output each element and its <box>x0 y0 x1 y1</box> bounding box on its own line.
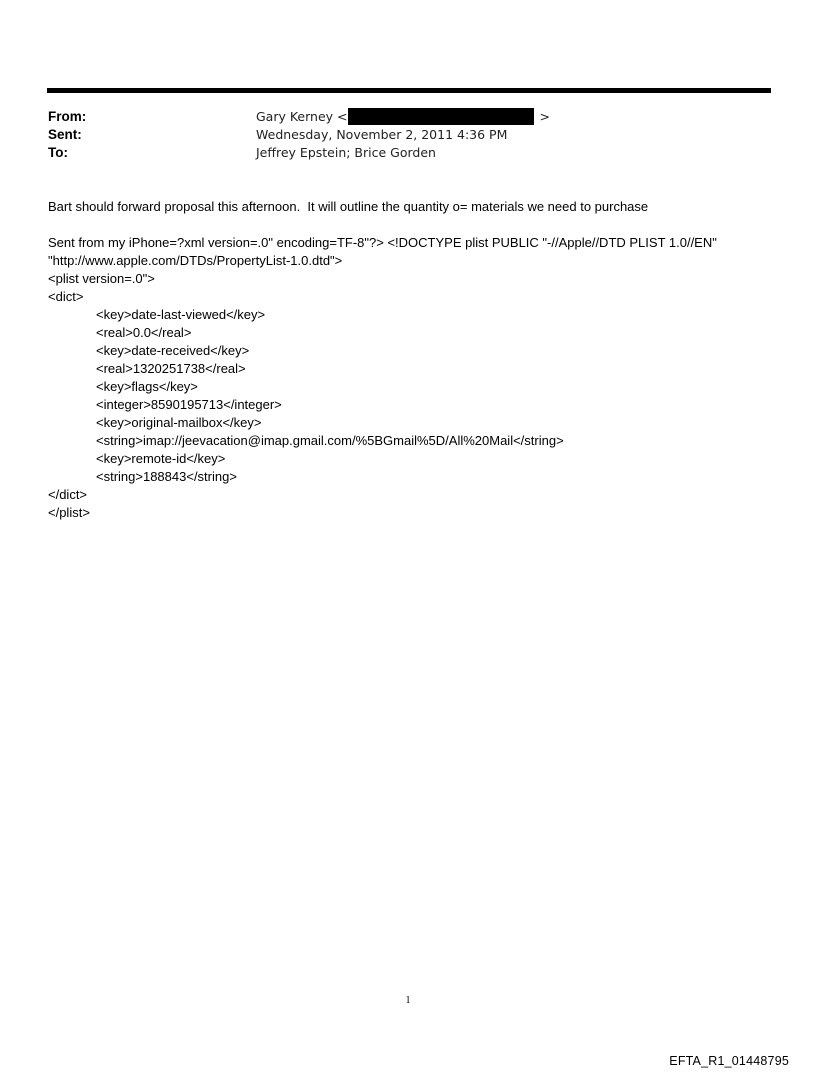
plist-line-1: Sent from my iPhone=?xml version=.0" encoding=TF-8"?> <!DOCTYPE plist PUBLIC "-//Apple//DTD PLIST 1.0//EN" <box>48 235 717 250</box>
plist-line-2: "http://www.apple.com/DTDs/PropertyList-1.0.dtd"> <box>48 253 343 268</box>
dict-entry: <integer>8590195713</integer> <box>96 397 282 412</box>
page-number: 1 <box>405 995 411 1006</box>
dict-open: <dict> <box>48 289 84 304</box>
bates-number: EFTA_R1_01448795 <box>669 1054 789 1068</box>
sent-value: Wednesday, November 2, 2011 4:36 PM <box>256 127 508 142</box>
message-paragraph: Bart should forward proposal this afternoon. It will outline the quantity o= materials we need to purchase <box>48 199 649 214</box>
dict-entry: <key>date-received</key> <box>96 343 250 358</box>
dict-close: </dict> <box>48 487 88 502</box>
from-value <box>256 108 550 126</box>
plist-open: <plist version=.0"> <box>48 271 155 286</box>
dict-entry: <key>flags</key> <box>96 379 198 394</box>
sender-close-bracket: > <box>539 109 550 124</box>
header-divider <box>47 88 771 93</box>
redacted-email-address <box>348 108 534 125</box>
dict-entry: <string>imap://jeevacation@imap.gmail.com/%5BGmail%5D/All%20Mail</string> <box>96 433 564 448</box>
from-label: From: <box>48 109 87 124</box>
dict-entry: <real>1320251738</real> <box>96 361 246 376</box>
sent-label: Sent: <box>48 127 82 142</box>
to-label: To: <box>48 145 68 160</box>
dict-entry: <key>original-mailbox</key> <box>96 415 262 430</box>
plist-close: </plist> <box>48 505 90 520</box>
dict-entry: <real>0.0</real> <box>96 325 192 340</box>
to-value: Jeffrey Epstein; Brice Gorden <box>256 145 436 160</box>
sender-name: Gary Kerney < <box>256 109 348 124</box>
dict-entry: <key>remote-id</key> <box>96 451 226 466</box>
dict-entry: <string>188843</string> <box>96 469 237 484</box>
dict-entry: <key>date-last-viewed</key> <box>96 307 266 322</box>
